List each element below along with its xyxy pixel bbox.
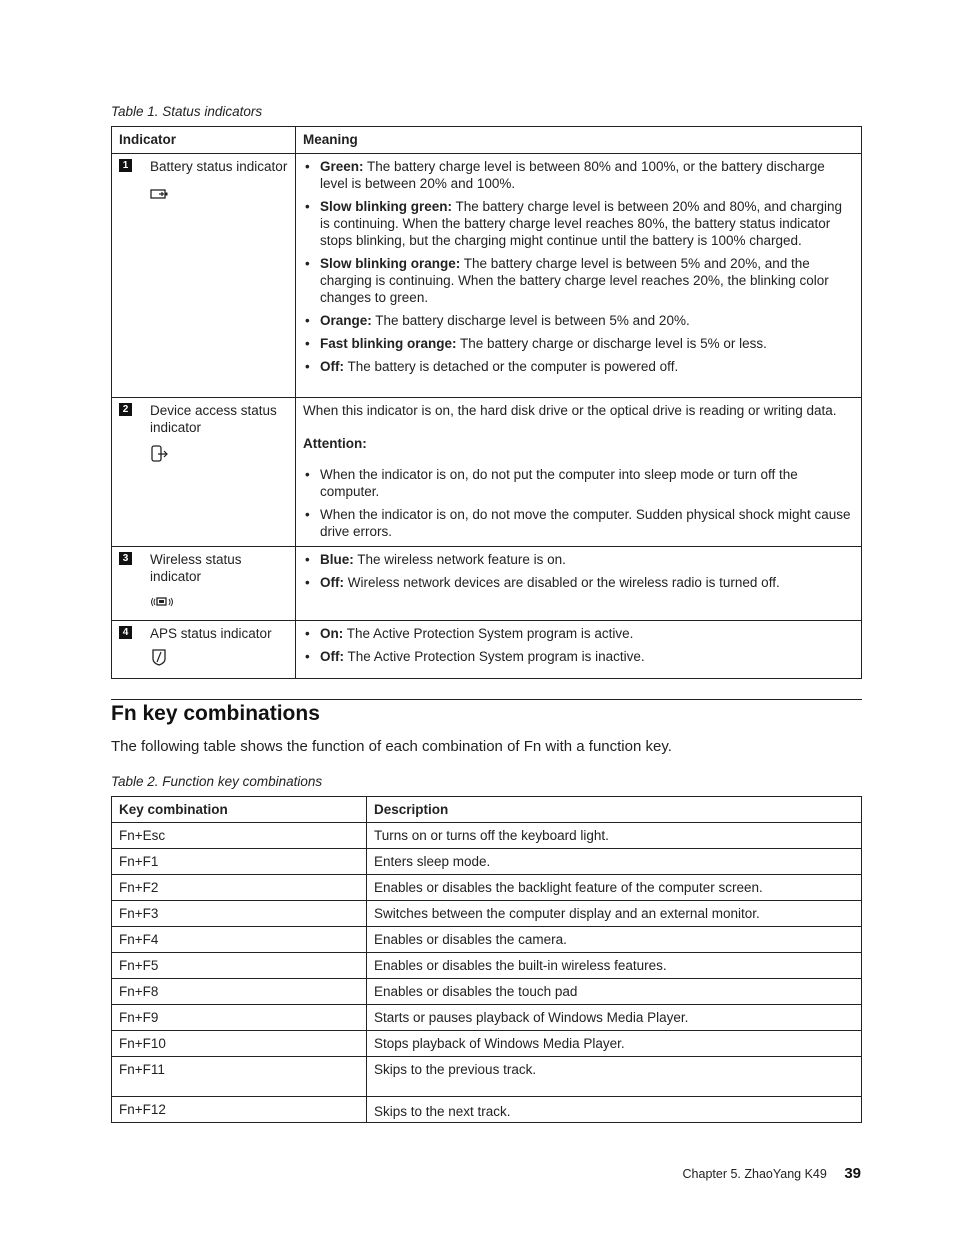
- key-cell: Fn+F5: [112, 953, 367, 979]
- indicator-label: Wireless status indicator: [150, 552, 242, 584]
- wireless-icon: [150, 595, 289, 613]
- table-row: [112, 953, 862, 979]
- table-row: [112, 979, 862, 1005]
- list-item: [303, 198, 854, 249]
- key-cell: Fn+F8: [112, 979, 367, 1005]
- key-cell: Fn+F12: [112, 1097, 367, 1123]
- disk-access-icon: [150, 444, 289, 468]
- indicator-cell: [112, 621, 296, 679]
- table-header-row: [112, 127, 862, 154]
- indicator-number: 1: [119, 159, 132, 172]
- attention-heading: Attention:: [303, 436, 367, 451]
- state-description: The wireless network feature is on.: [353, 552, 566, 567]
- state-description: The Active Protection System program is inactive.: [344, 649, 645, 664]
- indicator-label: Device access status indicator: [150, 403, 277, 435]
- column-header-indicator: Indicator: [112, 127, 296, 154]
- table-row: [112, 901, 862, 927]
- key-cell: Fn+F11: [112, 1057, 367, 1097]
- state-description: The battery discharge level is between 5% and 20%.: [371, 313, 690, 328]
- table1-caption: Table 1. Status indicators: [111, 104, 263, 119]
- list-item: [303, 312, 854, 329]
- key-cell: Fn+F10: [112, 1031, 367, 1057]
- list-item: [303, 625, 854, 642]
- meaning-list: [303, 551, 854, 591]
- key-cell: Fn+F3: [112, 901, 367, 927]
- attention-list: [303, 466, 854, 540]
- description-cell: Stops playback of Windows Media Player.: [367, 1031, 862, 1057]
- table-row: [112, 927, 862, 953]
- page-number: 39: [844, 1165, 861, 1182]
- table-row: [112, 1057, 862, 1097]
- state-description: The Active Protection System program is active.: [343, 626, 634, 641]
- state-label: Off:: [320, 575, 344, 590]
- description-cell: Switches between the computer display and an external monitor.: [367, 901, 862, 927]
- state-label: Green:: [320, 159, 364, 174]
- state-label: Slow blinking green:: [320, 199, 453, 214]
- column-header-meaning: Meaning: [296, 127, 862, 154]
- description-cell: Enables or disables the built-in wireless features.: [367, 953, 862, 979]
- list-item: • When the indicator is on, do not move the computer. Sudden physical shock might cause drive errors.: [303, 506, 854, 540]
- section-intro: The following table shows the function of each combination of Fn with a function key.: [111, 738, 672, 755]
- meaning-cell: [296, 547, 862, 621]
- section-title: Fn key combinations: [111, 702, 320, 725]
- state-description: The battery charge level is between 5% and 20%, and the charging is continuing. When the battery charge level reaches 20%, the blinking color changes to green.: [320, 256, 829, 305]
- column-header-description: Description: [367, 797, 862, 823]
- state-label: Blue:: [320, 552, 354, 567]
- state-label: Fast blinking orange:: [320, 336, 457, 351]
- meaning-list: [303, 625, 854, 665]
- meaning-cell: [296, 154, 862, 398]
- list-item: [303, 574, 854, 591]
- status-indicators-table: [111, 126, 862, 679]
- meaning-list: [303, 158, 854, 375]
- indicator-number: 2: [119, 403, 132, 416]
- indicator-description: When this indicator is on, the hard disk drive or the optical drive is reading or writing data.: [303, 403, 837, 418]
- state-label: On:: [320, 626, 344, 641]
- indicator-label: APS status indicator: [150, 626, 272, 641]
- key-cell: Fn+F4: [112, 927, 367, 953]
- page-footer: [683, 1165, 861, 1182]
- table-row: [112, 1005, 862, 1031]
- key-cell: Fn+F1: [112, 849, 367, 875]
- table-row: [112, 849, 862, 875]
- state-description: The battery charge or discharge level is 5% or less.: [456, 336, 767, 351]
- key-cell: Fn+Esc: [112, 823, 367, 849]
- table-row: [112, 875, 862, 901]
- table-row: [112, 1097, 862, 1123]
- table-row: [112, 1031, 862, 1057]
- function-key-table: [111, 796, 862, 1123]
- list-item: [303, 358, 854, 375]
- list-item: [303, 255, 854, 306]
- list-item: • When the indicator is on, do not put the computer into sleep mode or turn off the computer.: [303, 466, 854, 500]
- state-description: Wireless network devices are disabled or the wireless radio is turned off.: [344, 575, 780, 590]
- list-item: [303, 551, 854, 568]
- indicator-number: 3: [119, 552, 132, 565]
- indicator-cell: [112, 154, 296, 398]
- description-cell: Enables or disables the backlight feature of the computer screen.: [367, 875, 862, 901]
- chapter-label: Chapter 5. ZhaoYang K49: [682, 1167, 827, 1181]
- indicator-cell: [112, 398, 296, 547]
- state-label: Off:: [320, 649, 344, 664]
- key-cell: Fn+F2: [112, 875, 367, 901]
- description-cell: Enables or disables the camera.: [367, 927, 862, 953]
- list-item: [303, 335, 854, 352]
- table-row: [112, 154, 862, 398]
- battery-icon: [150, 187, 287, 205]
- description-cell: Skips to the next track.: [367, 1097, 862, 1123]
- indicator-number: 4: [119, 626, 132, 639]
- state-label: Slow blinking orange:: [320, 256, 461, 271]
- list-item: [303, 158, 854, 192]
- table2-caption: Table 2. Function key combinations: [111, 774, 323, 789]
- table-row: [112, 398, 862, 547]
- state-description: The battery is detached or the computer is powered off.: [344, 359, 679, 374]
- indicator-cell: [112, 547, 296, 621]
- description-cell: Skips to the previous track.: [367, 1057, 862, 1097]
- meaning-cell: [296, 398, 862, 547]
- key-cell: Fn+F9: [112, 1005, 367, 1031]
- description-cell: Enables or disables the touch pad: [367, 979, 862, 1005]
- state-description: The battery charge level is between 20% and 80%, and charging is continuing. When the battery charge level reaches 80%, the battery status indicator stops blinking, but the charging might continue until the battery is 100% charged.: [320, 199, 843, 248]
- description-cell: Starts or pauses playback of Windows Media Player.: [367, 1005, 862, 1031]
- description-cell: Turns on or turns off the keyboard light.: [367, 823, 862, 849]
- column-header-key: Key combination: [112, 797, 367, 823]
- state-label: Orange:: [320, 313, 372, 328]
- section-divider: [111, 699, 862, 700]
- state-description: The battery charge level is between 80% and 100%, or the battery discharge level is between 20% and 100%.: [320, 159, 825, 191]
- list-item: [303, 648, 854, 665]
- table-header-row: [112, 797, 862, 823]
- aps-shield-icon: [150, 648, 272, 670]
- state-label: Off:: [320, 359, 344, 374]
- table-row: [112, 823, 862, 849]
- meaning-cell: [296, 621, 862, 679]
- table-row: [112, 621, 862, 679]
- description-cell: Enters sleep mode.: [367, 849, 862, 875]
- indicator-label: Battery status indicator: [150, 159, 288, 174]
- table-row: [112, 547, 862, 621]
